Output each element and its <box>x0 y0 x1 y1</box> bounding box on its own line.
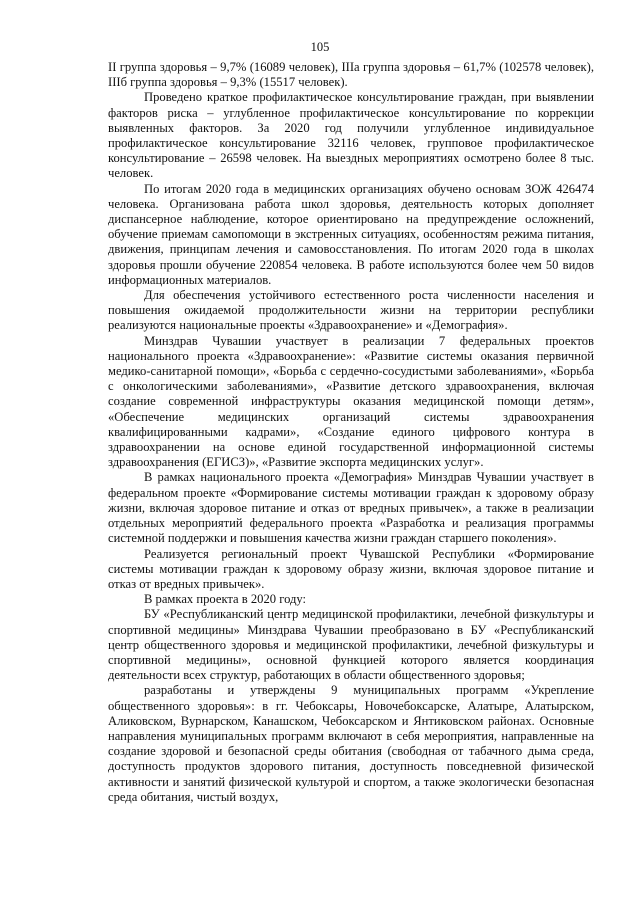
paragraph: разработаны и утверждены 9 муниципальных программ «Укрепление общественного здоровья»: в гг. Чебоксары, Новочебоксарске, Алатыре, Алатырском, Аликовском, Вурнарском, Канашском, Чебоксарском и Янтиковском районах. Основные направления муниципальных программ включают в себя мероприятия, направленные на создание здоровой и безопасной среды обитания (свободная от табачного дыма среда, доступность продуктов здорового питания, доступность повседневной физической активности и занятий физической культурой и спортом, а также экологически безопасная среда обитания, чистый воздух, <box>108 683 594 804</box>
paragraph: БУ «Республиканский центр медицинской профилактики, лечебной физкультуры и спортивной медицины» Минздрава Чувашии преобразовано в БУ «Республиканский центр общественного здоровья и медицинской профилактики, лечебной физкультуры и спортивной медицины», основной функцией которого является координация деятельности всех структур, работающих в области общественного здоровья; <box>108 607 594 683</box>
paragraph: Для обеспечения устойчивого естественного роста численности населения и повышения ожидаемой продолжительности жизни на территории республики реализуются национальные проекты «Здравоохранение» и «Демография». <box>108 288 594 333</box>
paragraph: II группа здоровья – 9,7% (16089 человек), IIIа группа здоровья – 61,7% (102578 человек), IIIб группа здоровья – 9,3% (15517 человек). <box>108 60 594 90</box>
paragraph: В рамках проекта в 2020 году: <box>144 592 307 607</box>
body-text <box>108 60 594 805</box>
paragraph: Реализуется региональный проект Чувашской Республики «Формирование системы мотивации граждан к здоровому образу жизни, включая здоровое питание и отказ от вредных привычек». <box>108 546 594 591</box>
paragraph: В рамках национального проекта «Демография» Минздрав Чувашии участвует в федеральном проекте «Формирование системы мотивации граждан к здоровому образу жизни, включая здоровое питание и отказ от вредных привычек», а также в реализации отдельных мероприятий федерального проекта «Разработка и реализация программы системной поддержки и повышения качества жизни граждан старшего поколения». <box>108 470 594 546</box>
paragraph: Минздрав Чувашии участвует в реализации 7 федеральных проектов национального проекта «Здравоохранение»: «Развитие системы оказания первичной медико-санитарной помощи», «Борьба с сердечно-сосудистыми заболеваниями», «Борьба с онкологическими заболеваниями», «Развитие детского здравоохранения, включая создание современной инфраструктуры оказания медицинской помощи детям», «Обеспечение медицинских организаций системы здравоохранения квалифицированными кадрами», «Создание единого цифрового контура в здравоохранении на основе единой государственной информационной системы здравоохранения (ЕГИСЗ)», «Развитие экспорта медицинских услуг». <box>108 333 594 470</box>
paragraph: По итогам 2020 года в медицинских организациях обучено основам ЗОЖ 426474 человека. Организована работа школ здоровья, деятельность которых дополняет диспансерное наблюдение, которое ориентировано на предупреждение осложнений, обучение приемам самопомощи в экстренных ситуациях, особенностям режима питания, движения, принципам лечения и самовосстановления. По итогам 2020 года в школах здоровья прошли обучение 220854 человека. В работе используются более чем 50 видов информационных материалов. <box>108 181 594 287</box>
paragraph: Проведено краткое профилактическое консультирование граждан, при выявлении факторов риска – углубленное профилактическое консультирование по коррекции выявленных факторов. За 2020 год получили углубленное индивидуальное профилактическое консультирование 32116 человек, групповое профилактическое консультирование – 26598 человек. На выездных мероприятиях осмотрено более 8 тыс. человек. <box>108 90 594 181</box>
page-number: 105 <box>310 40 330 54</box>
